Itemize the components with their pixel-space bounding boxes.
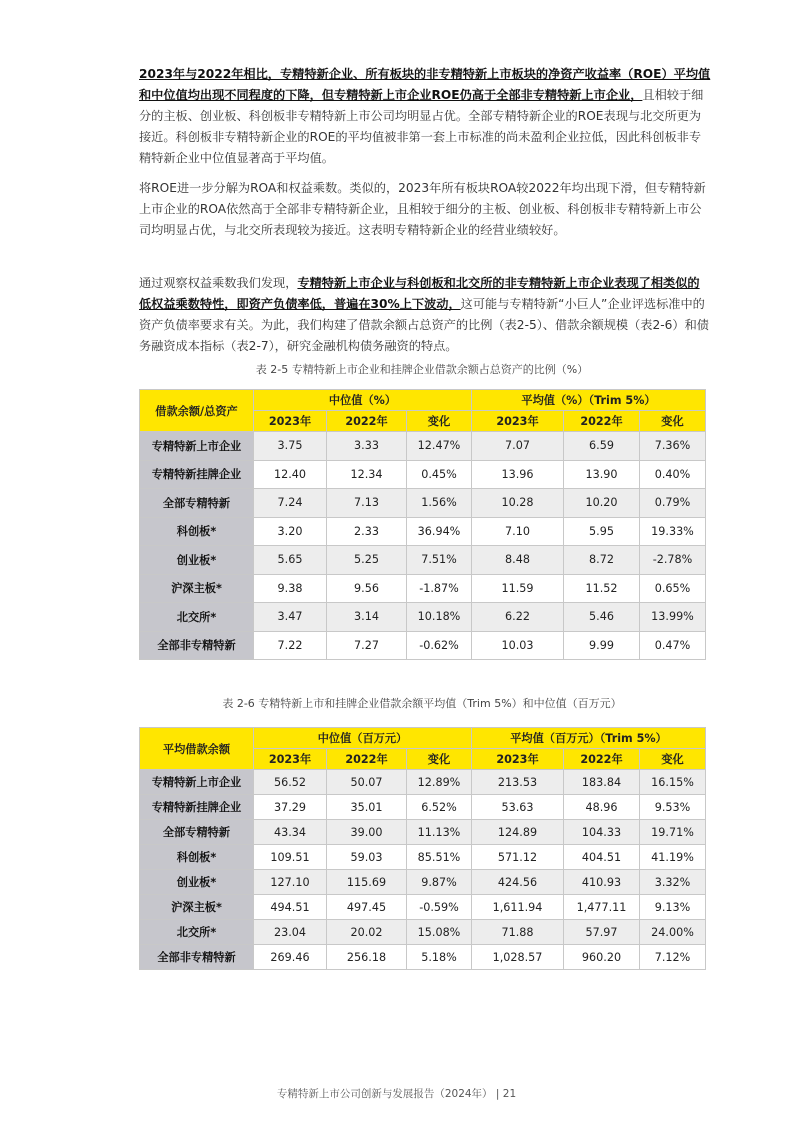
mean-2022-cell: 6.59 [564, 432, 640, 461]
mean-2022-cell: 960.20 [564, 945, 640, 970]
row-label: 专精特新上市企业 [140, 432, 254, 461]
table-row [140, 517, 706, 546]
table-row [140, 920, 706, 945]
mean-2022-cell: 8.72 [564, 546, 640, 575]
median-change-cell: -1.87% [407, 574, 472, 603]
table-corner-header: 借款余额/总资产 [140, 390, 254, 432]
median-2022-cell: 20.02 [327, 920, 407, 945]
median-2023-cell: 269.46 [254, 945, 327, 970]
table-row [140, 546, 706, 575]
col-header-2023: 2023年 [254, 749, 327, 770]
mean-2023-cell: 71.88 [472, 920, 564, 945]
table-row [140, 820, 706, 845]
table-row [140, 574, 706, 603]
mean-2022-cell: 5.95 [564, 517, 640, 546]
mean-2023-cell: 6.22 [472, 603, 564, 632]
mean-change-cell: 7.12% [640, 945, 706, 970]
mean-2023-cell: 213.53 [472, 770, 564, 795]
median-change-cell: 0.45% [407, 460, 472, 489]
median-2023-cell: 494.51 [254, 895, 327, 920]
median-2023-cell: 7.22 [254, 631, 327, 660]
mean-2022-cell: 48.96 [564, 795, 640, 820]
mean-change-cell: -2.78% [640, 546, 706, 575]
mean-change-cell: 9.13% [640, 895, 706, 920]
mean-2022-cell: 9.99 [564, 631, 640, 660]
median-group-header: 中位值（百万元） [254, 728, 472, 749]
table-row [140, 945, 706, 970]
mean-group-header: 平均值（%）（Trim 5%） [472, 390, 706, 411]
row-label: 沪深主板* [140, 574, 254, 603]
median-change-cell: 5.18% [407, 945, 472, 970]
mean-2022-cell: 104.33 [564, 820, 640, 845]
table-2-5 [139, 389, 706, 660]
mean-2022-cell: 183.84 [564, 770, 640, 795]
mean-2023-cell: 53.63 [472, 795, 564, 820]
median-change-cell: -0.59% [407, 895, 472, 920]
mean-2022-cell: 13.90 [564, 460, 640, 489]
table-2-6-caption: 表 2-6 专精特新上市和挂牌企业借款余额平均值（Trim 5%）和中位值（百万元） [222, 697, 622, 710]
median-2022-cell: 115.69 [327, 870, 407, 895]
mean-2023-cell: 10.03 [472, 631, 564, 660]
mean-group-header: 平均值（百万元）（Trim 5%） [472, 728, 706, 749]
median-2023-cell: 127.10 [254, 870, 327, 895]
mean-change-cell: 19.33% [640, 517, 706, 546]
col-header-2023: 2023年 [472, 411, 564, 432]
page-footer [0, 1086, 793, 1101]
row-label: 北交所* [140, 920, 254, 945]
mean-change-cell: 16.15% [640, 770, 706, 795]
table-row [140, 895, 706, 920]
median-change-cell: 85.51% [407, 845, 472, 870]
mean-2023-cell: 7.10 [472, 517, 564, 546]
median-2022-cell: 497.45 [327, 895, 407, 920]
median-2023-cell: 23.04 [254, 920, 327, 945]
mean-2023-cell: 124.89 [472, 820, 564, 845]
col-header-change: 变化 [407, 749, 472, 770]
median-2022-cell: 12.34 [327, 460, 407, 489]
mean-2023-cell: 13.96 [472, 460, 564, 489]
median-change-cell: 10.18% [407, 603, 472, 632]
table-row [140, 432, 706, 461]
page-number: 21 [502, 1088, 517, 1100]
mean-2023-cell: 11.59 [472, 574, 564, 603]
mean-2022-cell: 1,477.11 [564, 895, 640, 920]
mean-2022-cell: 410.93 [564, 870, 640, 895]
mean-2023-cell: 1,611.94 [472, 895, 564, 920]
table-2-5-caption: 表 2-5 专精特新上市企业和挂牌企业借款余额占总资产的比例（%） [255, 363, 589, 376]
median-change-cell: 12.47% [407, 432, 472, 461]
table-row [140, 870, 706, 895]
paragraph-equity-multiplier-lead: 通过观察权益乘数我们发现， [139, 276, 298, 290]
median-2022-cell: 39.00 [327, 820, 407, 845]
mean-2022-cell: 5.46 [564, 603, 640, 632]
median-2023-cell: 9.38 [254, 574, 327, 603]
median-2022-cell: 35.01 [327, 795, 407, 820]
col-header-2022: 2022年 [327, 411, 407, 432]
median-2023-cell: 109.51 [254, 845, 327, 870]
median-2023-cell: 3.47 [254, 603, 327, 632]
paragraph-roe-text: 且相较于细分的主板、创业板、科创板非专精特新上市公司均明显占优。全部专精特新企业的ROE表现与北交所更为接近。科创板非专精特新企业的ROE的平均值被非第一套上市标准的尚未盈利企业拉低，因此科创板非专精特新企业中位值显著高于平均值。 [139, 88, 704, 165]
paragraph-roa-text: 将ROE进一步分解为ROA和权益乘数。类似的，2023年所有板块ROA较2022年均出现下滑，但专精特新上市企业的ROA依然高于全部非专精特新企业，且相较于细分的主板、创业板、科创板非专精特新上市公司均明显占优，与北交所表现较为接近。这表明专精特新企业的经营业绩较好。 [139, 181, 706, 237]
median-change-cell: 36.94% [407, 517, 472, 546]
mean-2022-cell: 57.97 [564, 920, 640, 945]
col-header-2022: 2022年 [327, 749, 407, 770]
median-change-cell: -0.62% [407, 631, 472, 660]
mean-change-cell: 24.00% [640, 920, 706, 945]
mean-2023-cell: 10.28 [472, 489, 564, 518]
table-row [140, 460, 706, 489]
mean-change-cell: 41.19% [640, 845, 706, 870]
table-corner-header: 平均借款余额 [140, 728, 254, 770]
mean-2022-cell: 404.51 [564, 845, 640, 870]
mean-change-cell: 0.79% [640, 489, 706, 518]
col-header-change: 变化 [640, 411, 706, 432]
median-2023-cell: 43.34 [254, 820, 327, 845]
table-row [140, 489, 706, 518]
table-row [140, 603, 706, 632]
mean-2023-cell: 8.48 [472, 546, 564, 575]
median-2022-cell: 7.27 [327, 631, 407, 660]
mean-change-cell: 13.99% [640, 603, 706, 632]
row-label: 沪深主板* [140, 895, 254, 920]
row-label: 全部非专精特新 [140, 945, 254, 970]
col-header-2022: 2022年 [564, 749, 640, 770]
mean-2022-cell: 11.52 [564, 574, 640, 603]
col-header-change: 变化 [640, 749, 706, 770]
median-2022-cell: 3.14 [327, 603, 407, 632]
footer-report-title: 专精特新上市公司创新与发展报告（2024年） [276, 1088, 493, 1100]
table-row [140, 770, 706, 795]
mean-change-cell: 0.40% [640, 460, 706, 489]
median-2022-cell: 3.33 [327, 432, 407, 461]
row-label: 专精特新上市企业 [140, 770, 254, 795]
median-change-cell: 1.56% [407, 489, 472, 518]
mean-2023-cell: 1,028.57 [472, 945, 564, 970]
footer-separator: | [495, 1088, 500, 1100]
mean-change-cell: 0.65% [640, 574, 706, 603]
row-label: 全部专精特新 [140, 489, 254, 518]
paragraph-roe-emphasis: 2023年与2022年相比，专精特新企业、所有板块的非专精特新上市板块的净资产收益率（ROE）平均值和中位值均出现不同程度的下降，但专精特新上市企业ROE仍高于全部非专精特新上市企业， [139, 67, 711, 102]
median-group-header: 中位值（%） [254, 390, 472, 411]
table-row [140, 795, 706, 820]
mean-change-cell: 19.71% [640, 820, 706, 845]
median-2023-cell: 37.29 [254, 795, 327, 820]
median-2022-cell: 7.13 [327, 489, 407, 518]
median-2023-cell: 56.52 [254, 770, 327, 795]
mean-2022-cell: 10.20 [564, 489, 640, 518]
median-change-cell: 6.52% [407, 795, 472, 820]
paragraph-equity-multiplier-text: 这可能与专精特新“小巨人”企业评选标准中的资产负债率要求有关。为此，我们构建了借款余额占总资产的比例（表2-5）、借款余额规模（表2-6）和债务融资成本指标（表2-7），研究金融机构债务融资的特点。 [139, 297, 709, 353]
median-2023-cell: 3.20 [254, 517, 327, 546]
median-2022-cell: 5.25 [327, 546, 407, 575]
paragraph-roa [139, 178, 711, 241]
median-change-cell: 7.51% [407, 546, 472, 575]
row-label: 创业板* [140, 546, 254, 575]
median-change-cell: 12.89% [407, 770, 472, 795]
row-label: 全部非专精特新 [140, 631, 254, 660]
mean-2023-cell: 424.56 [472, 870, 564, 895]
median-2022-cell: 2.33 [327, 517, 407, 546]
median-2022-cell: 50.07 [327, 770, 407, 795]
mean-change-cell: 7.36% [640, 432, 706, 461]
median-2023-cell: 5.65 [254, 546, 327, 575]
table-row [140, 845, 706, 870]
median-2023-cell: 12.40 [254, 460, 327, 489]
median-change-cell: 15.08% [407, 920, 472, 945]
row-label: 创业板* [140, 870, 254, 895]
mean-change-cell: 3.32% [640, 870, 706, 895]
median-2022-cell: 9.56 [327, 574, 407, 603]
row-label: 科创板* [140, 845, 254, 870]
mean-change-cell: 0.47% [640, 631, 706, 660]
table-2-6 [139, 727, 706, 970]
median-2023-cell: 3.75 [254, 432, 327, 461]
row-label: 北交所* [140, 603, 254, 632]
col-header-change: 变化 [407, 411, 472, 432]
median-2022-cell: 256.18 [327, 945, 407, 970]
row-label: 专精特新挂牌企业 [140, 460, 254, 489]
row-label: 专精特新挂牌企业 [140, 795, 254, 820]
col-header-2023: 2023年 [472, 749, 564, 770]
col-header-2023: 2023年 [254, 411, 327, 432]
median-2022-cell: 59.03 [327, 845, 407, 870]
mean-2023-cell: 571.12 [472, 845, 564, 870]
median-change-cell: 9.87% [407, 870, 472, 895]
mean-change-cell: 9.53% [640, 795, 706, 820]
paragraph-equity-multiplier [139, 273, 711, 357]
median-2023-cell: 7.24 [254, 489, 327, 518]
row-label: 科创板* [140, 517, 254, 546]
col-header-2022: 2022年 [564, 411, 640, 432]
median-change-cell: 11.13% [407, 820, 472, 845]
mean-2023-cell: 7.07 [472, 432, 564, 461]
table-row [140, 631, 706, 660]
paragraph-roe [139, 64, 711, 169]
row-label: 全部专精特新 [140, 820, 254, 845]
paragraph-equity-multiplier-emphasis: 专精特新上市企业与科创板和北交所的非专精特新上市企业表现了相类似的低权益乘数特性，即资产负债率低，普遍在30%上下波动， [139, 276, 700, 311]
